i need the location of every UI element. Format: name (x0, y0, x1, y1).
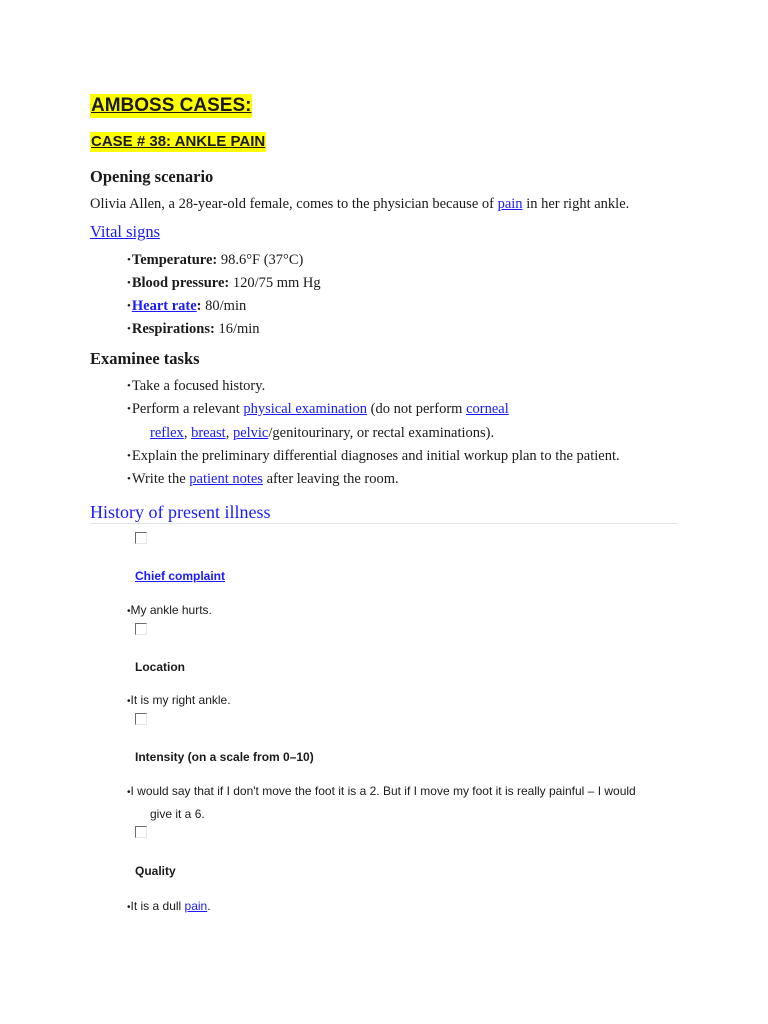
intensity-answer: •I would say that if I don't move the foot it is a 2. But if I move my foot it is really painful – I would (127, 784, 636, 798)
corneal-reflex-link[interactable]: corneal (466, 401, 509, 417)
pain-link[interactable]: pain (497, 196, 523, 212)
intensity-answer-continued: give it a 6. (150, 807, 205, 821)
chief-complaint-checkbox[interactable] (135, 532, 147, 544)
quality-checkbox[interactable] (135, 826, 147, 838)
task-item-exam-continued: reflex, breast, pelvic/genitourinary, or rectal examinations). (150, 425, 495, 441)
task-item-exam: •Perform a relevant physical examination (do not perform corneal (127, 401, 509, 417)
intensity-checkbox[interactable] (135, 713, 147, 725)
chief-complaint-link[interactable]: Chief complaint (135, 569, 226, 583)
vital-respirations: •Respirations: 16/min (127, 321, 260, 337)
examinee-tasks-heading: Examinee tasks (90, 349, 200, 368)
vital-temperature: •Temperature: 98.6°F (37°C) (127, 252, 304, 268)
vital-heart-rate: •Heart rate: 80/min (127, 298, 247, 314)
location-label: Location (135, 660, 185, 674)
heart-rate-link[interactable]: Heart rate (131, 298, 197, 314)
quality-pain-link[interactable]: pain (184, 899, 208, 913)
location-answer: •It is my right ankle. (127, 693, 231, 707)
vital-signs-link[interactable]: Vital signs (90, 222, 161, 241)
case-title: CASE # 38: ANKLE PAIN (91, 133, 266, 150)
vital-signs-heading[interactable] (90, 222, 160, 242)
patient-notes-link[interactable]: patient notes (189, 471, 263, 487)
task-item-differential: •Explain the preliminary differential diagnoses and initial workup plan to the patient. (127, 448, 620, 464)
chief-complaint-label[interactable] (135, 569, 225, 583)
location-checkbox[interactable] (135, 623, 147, 635)
intensity-label: Intensity (on a scale from 0–10) (135, 750, 314, 764)
chief-complaint-answer: •My ankle hurts. (127, 603, 212, 617)
task-item-notes: •Write the patient notes after leaving the room. (127, 471, 399, 487)
vital-blood-pressure: •Blood pressure: 120/75 mm Hg (127, 275, 321, 291)
opening-scenario-text: Olivia Allen, a 28-year-old female, comes to the physician because of pain in her right ankle. (90, 196, 630, 212)
quality-answer: •It is a dull pain. (127, 899, 211, 913)
corneal-reflex-link-cont[interactable]: reflex (150, 425, 184, 441)
breast-link[interactable]: breast (191, 425, 226, 441)
document-title: AMBOSS CASES: (91, 95, 252, 116)
pelvic-link[interactable]: pelvic (232, 425, 269, 441)
opening-scenario-heading: Opening scenario (90, 167, 214, 186)
physical-examination-link[interactable]: physical examination (243, 401, 368, 417)
history-heading[interactable]: History of present illness (90, 502, 271, 522)
task-item-history: •Take a focused history. (127, 378, 266, 394)
quality-label: Quality (135, 864, 176, 878)
history-divider (90, 523, 678, 524)
